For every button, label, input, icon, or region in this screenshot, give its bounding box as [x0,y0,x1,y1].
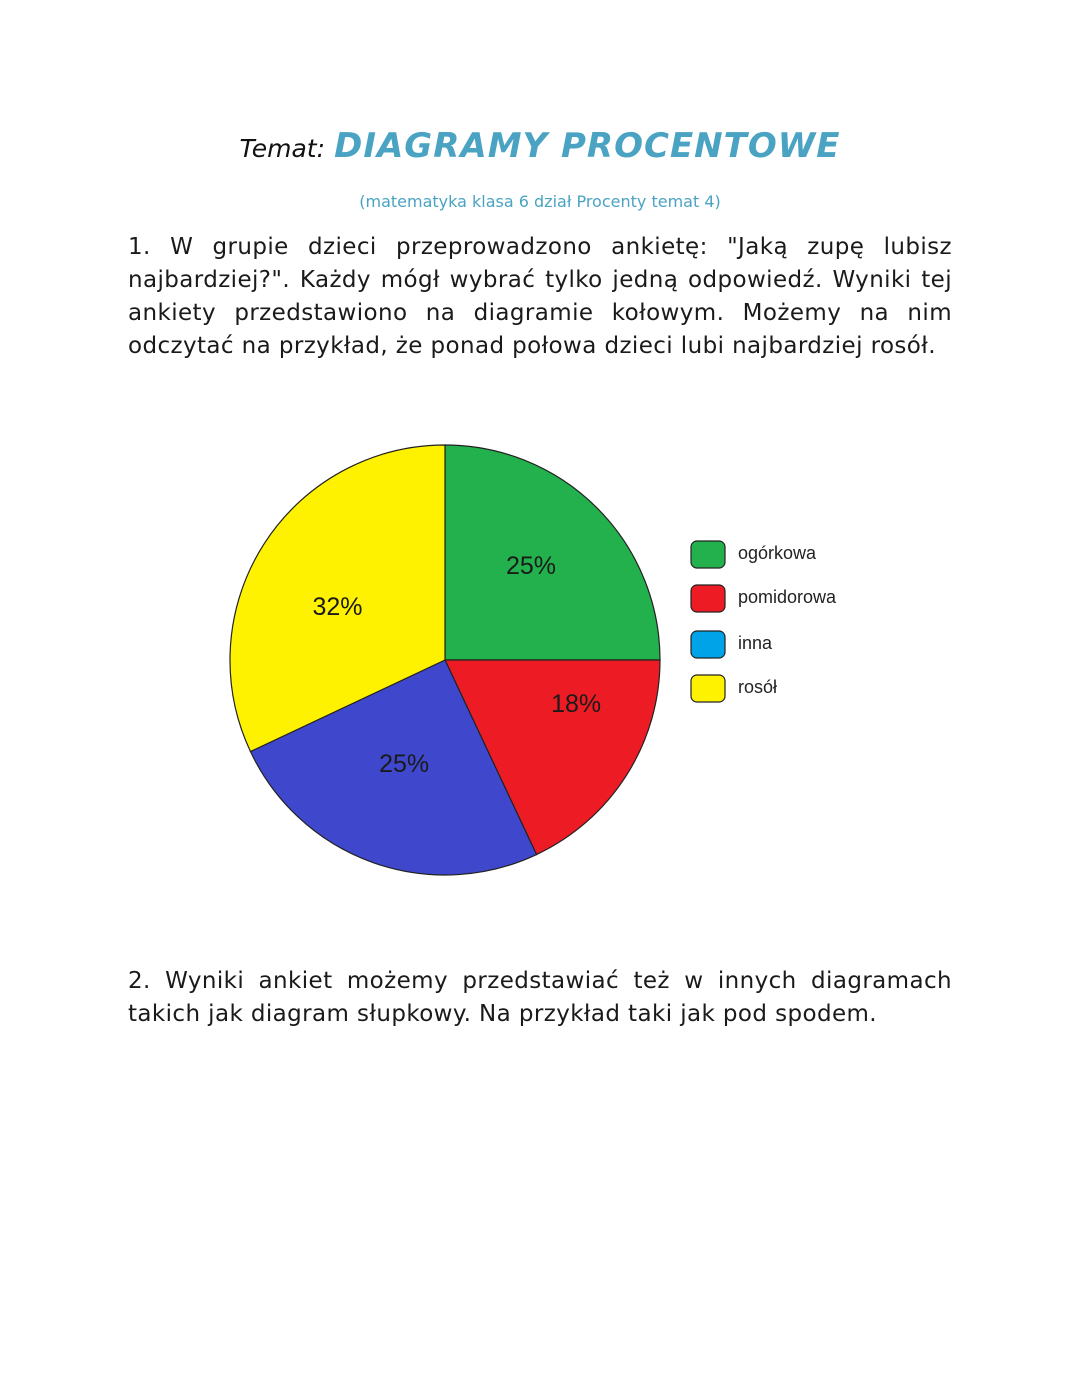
legend-label-3: rosół [738,676,778,697]
legend-label-2: inna [738,632,773,653]
legend-swatch-3 [691,675,725,702]
pie-chart [210,440,910,900]
title-prefix: Temat: [239,134,326,163]
slice-label-3: 32% [312,593,363,622]
legend-swatch-0 [691,541,725,568]
legend-label-0: ogórkowa [738,542,817,563]
subtitle: (matematyka klasa 6 dział Procenty temat 4) [359,192,721,211]
legend-swatch-1 [691,585,725,612]
slice-label-1: 18% [551,689,602,718]
slice-label-0: 25% [505,552,557,581]
paragraph-1: 1. W grupie dzieci przeprowadzono ankietę: "Jaką zupę lubisz najbardziej?". Każdy mógł wybrać tylko jedną odpowiedź. Wyniki tej ankiety przedstawiono na diagramie kołowym. Możemy na nim odczytać na przykład, że ponad połowa dzieci lubi najbardziej rosół. [128,234,952,359]
page-title [0,126,1080,166]
legend-label-1: pomidorowa [738,586,837,607]
title-main: DIAGRAMY PROCENTOWE [334,126,841,166]
legend-swatch-2 [691,631,725,658]
paragraph-2: 2. Wyniki ankiet możemy przedstawiać też w innych diagramach takich jak diagram słupkowy. Na przykład taki jak pod spodem. [128,968,952,1027]
slice-label-2: 25% [379,749,430,778]
